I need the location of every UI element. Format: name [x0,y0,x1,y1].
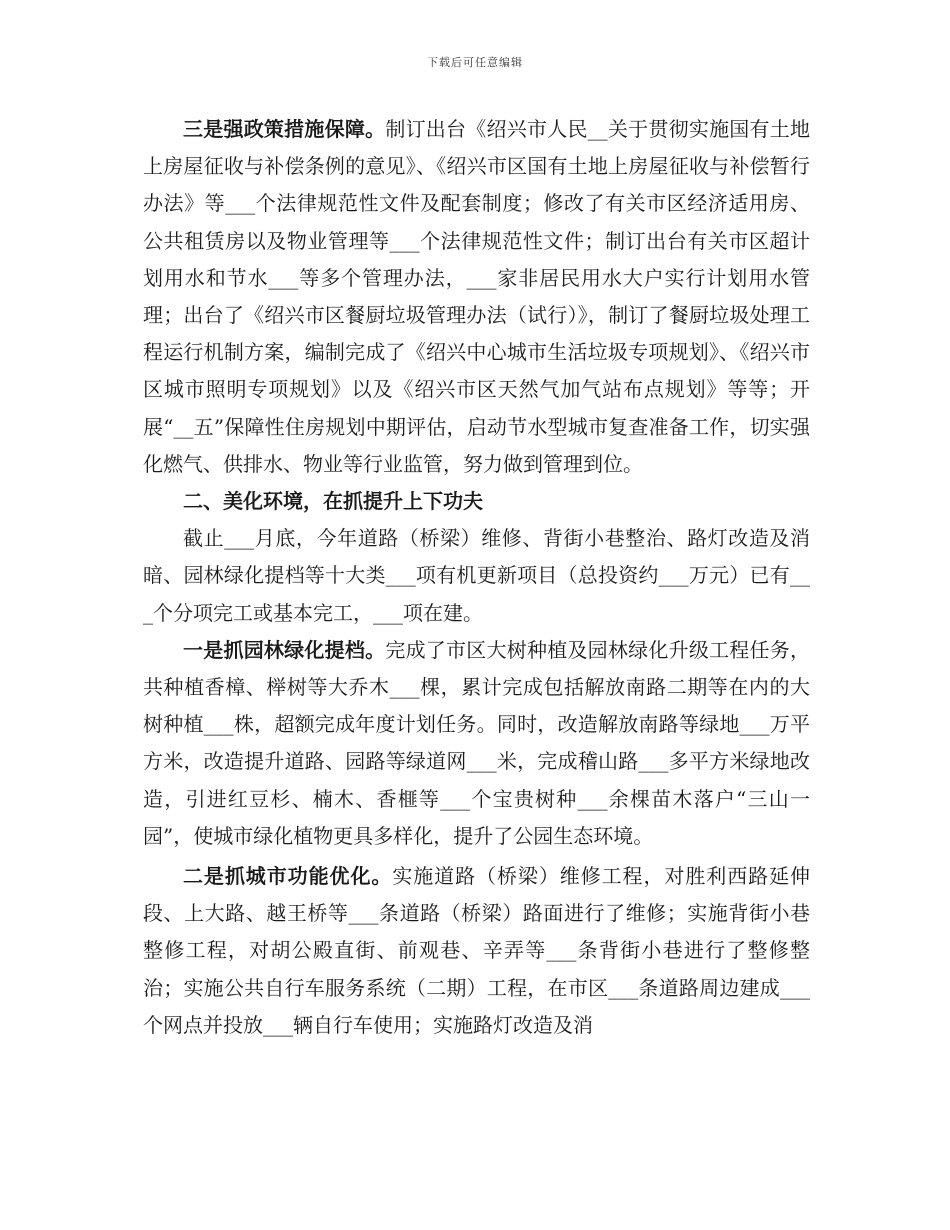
paragraph-text: 截止___月底，今年道路（桥梁）维修、背街小巷整治、路灯改造及消暗、园林绿化提档等十大类___项有机更新项目（总投资约___万元）已有___个分项完工或基本完工，___项在建。 [143,526,810,625]
paragraph-policy [143,111,810,483]
paragraph-lead: 二是抓城市功能优化。 [183,864,393,889]
paragraph-lead: 三是强政策措施保障。 [183,117,386,141]
paragraph-summary [143,520,810,632]
document-body [143,111,810,1044]
paragraph-text: 实施道路（桥梁）维修工程，对胜利西路延伸段、上大路、越王桥等___条道路（桥梁）路面进行了维修；实施背街小巷整修工程，对胡公殿直街、前观巷、辛弄等___条背街小巷进行了整修整治；实施公共自行车服务系统（二期）工程，在市区___条道路周边建成___个网点并投放___辆自行车使用；实施路灯改造及消 [143,864,811,1037]
paragraph-greening [143,632,810,855]
paragraph-city-function [143,858,810,1044]
page-header: 下载后可任意编辑 [427,56,523,69]
paragraph-lead: 一是抓园林绿化提档。 [183,637,386,662]
paragraph-text: 完成了市区大树种植及园林绿化升级工程任务，共种植香樟、榉树等大乔木___棵，累计完成包括解放南路二期等在内的大树种植___株，超额完成年度计划任务。同时，改造解放南路等绿地___万平方米，改造提升道路、园路等绿道网___米，完成稽山路___多平方米绿地改造，引进红豆杉、楠木、香榧等___个宝贵树种___余棵苗木落户“三山一园”，使城市绿化植物更具多样化，提升了公园生态环境。 [143,637,811,848]
section-heading: 二、美化环境，在抓提升上下功夫 [183,489,483,514]
paragraph-text: 制订出台《绍兴市人民__关于贯彻实施国有土地上房屋征收与补偿条例的意见》、《绍兴市区国有土地上房屋征收与补偿暂行办法》等___个法律规范性文件及配套制度；修改了有关市区经济适用房、公共租赁房以及物业管理等___个法律规范性文件；制订出台有关市区超计划用水和节水___等多个管理办法，___家非居民用水大户实行计划用水管理；出台了《绍兴市区餐厨垃圾管理办法（试行）》，制订了餐厨垃圾处理工程运行机制方案，编制完成了《绍兴中心城市生活垃圾专项规划》、《绍兴市区城市照明专项规划》以及《绍兴市区天然气加气站布点规划》等等；开展“__五”保障性住房规划中期评估，启动节水型城市复查准备工作，切实强化燃气、供排水、物业等行业监管，努力做到管理到位。 [143,117,811,476]
